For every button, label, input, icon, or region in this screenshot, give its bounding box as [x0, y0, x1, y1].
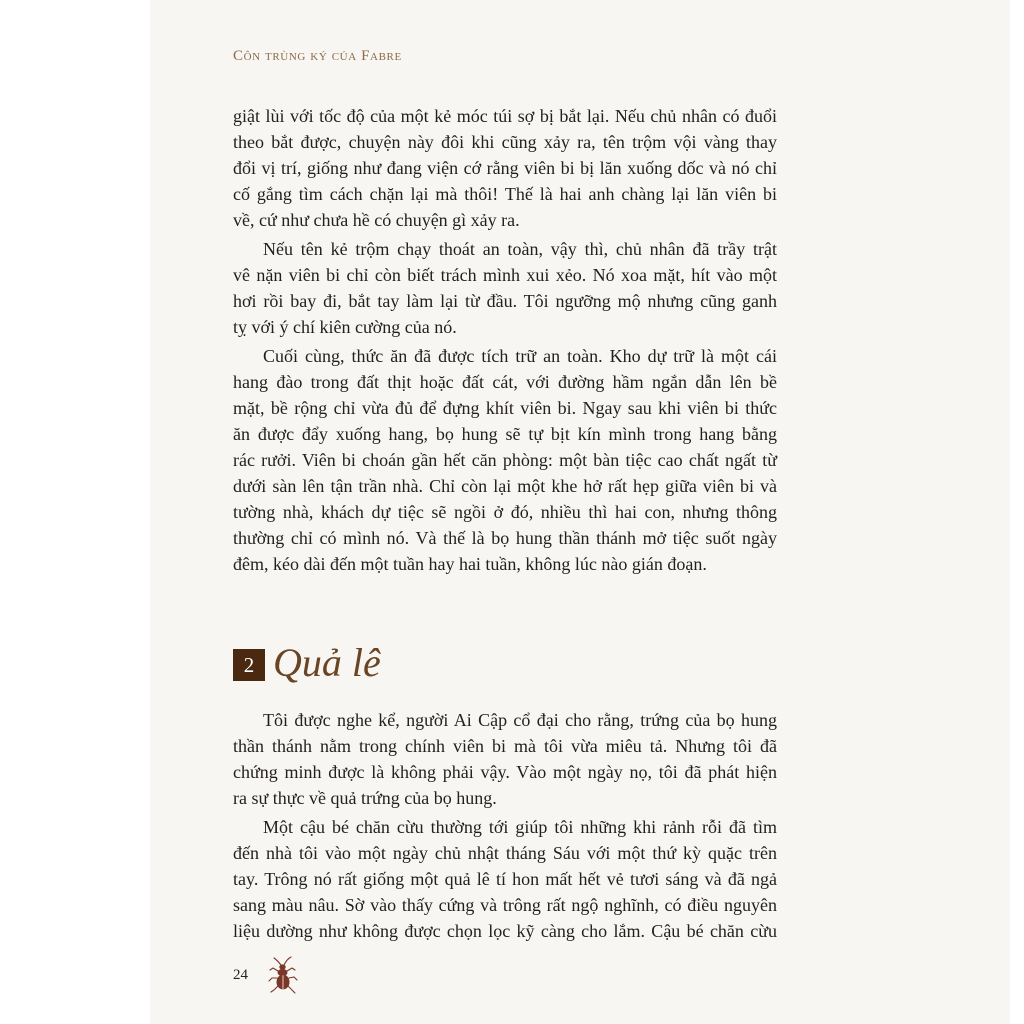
text-line: ăn được đẩy xuống hang, bọ hung sẽ tự bịt kín mình trong hang bằng [233, 424, 777, 444]
text-line: ra sự thực về quả trứng của bọ hung. [233, 788, 497, 808]
beetle-ornament-icon [268, 956, 298, 994]
text-line: Tôi được nghe kể, người Ai Cập cổ đại cho rằng, trứng của bọ hung [263, 710, 777, 730]
text-line: giật lùi với tốc độ của một kẻ móc túi sợ bị bắt lại. Nếu chủ nhân có đuổi [233, 106, 777, 126]
text-line: tay. Trông nó rất giống một quả lê tí hon mất hết vẻ tươi sáng và đã ngả [233, 869, 777, 889]
paragraph [233, 103, 777, 233]
paragraph [233, 707, 777, 811]
text-line: hơi rồi bay đi, bắt tay làm lại từ đầu. Tôi ngưỡng mộ nhưng cũng ganh [233, 291, 777, 311]
text-line: thần thánh nằm trong chính viên bi mà tôi vừa miêu tả. Nhưng tôi đã [233, 736, 777, 756]
text-line: rác rưởi. Viên bi choán gần hết căn phòng: một bàn tiệc cao chất ngất từ [233, 450, 777, 470]
page-number: 24 [233, 967, 248, 983]
text-line: đổi vị trí, giống như đang viện cớ rằng viên bi bị lăn xuống dốc và nó chỉ [233, 158, 777, 178]
section-title: Quả lê [273, 640, 381, 685]
text-line: sang màu nâu. Sờ vào thấy cứng và trông rất ngộ nghĩnh, có điều nguyên [233, 895, 777, 915]
section-heading [233, 638, 533, 694]
text-line: dưới sàn lên tận trần nhà. Chỉ còn lại một khe hở rất hẹp giữa viên bi và [233, 476, 777, 496]
text-line: liệu dường như không được chọn lọc kỹ càng cho lắm. Cậu bé chăn cừu [233, 921, 777, 941]
text-line: vê nặn viên bi chỉ còn biết trách mình xui xẻo. Nó xoa mặt, hít vào một [233, 265, 777, 285]
paragraph [233, 343, 777, 577]
beetle-ornament-icon-graphic [268, 956, 298, 994]
paragraph [233, 814, 777, 944]
text-line: theo bắt được, chuyện này đôi khi cũng xảy ra, tên trộm vội vàng thay [233, 132, 777, 152]
text-line: về, cứ như chưa hề có chuyện gì xảy ra. [233, 210, 520, 230]
text-line: Nếu tên kẻ trộm chạy thoát an toàn, vậy thì, chủ nhân đã trầy trật [263, 239, 777, 259]
text-line: đêm, kéo dài đến một tuần hay hai tuần, không lúc nào gián đoạn. [233, 554, 707, 574]
text-line: tường nhà, khách dự tiệc sẽ ngồi ở đó, nhiều thì hai con, nhưng thông [233, 502, 777, 522]
text-line: tỵ với ý chí kiên cường của nó. [233, 317, 457, 337]
text-line: Cuối cùng, thức ăn đã được tích trữ an toàn. Kho dự trữ là một cái [263, 346, 777, 366]
text-line: thường chỉ có mình nó. Và thế là bọ hung thần thánh mở tiệc suốt ngày [233, 528, 777, 548]
running-title: Côn trùng ký của Fabre [233, 48, 402, 64]
text-line: chứng minh được là không phải vậy. Vào một ngày nọ, tôi đã phát hiện [233, 762, 777, 782]
text-line: đến nhà tôi vào một ngày chủ nhật tháng Sáu với một thứ kỳ quặc trên [233, 843, 777, 863]
text-line: Một cậu bé chăn cừu thường tới giúp tôi những khi rảnh rỗi đã tìm [263, 817, 777, 837]
section-number: 2 [233, 649, 265, 681]
body-text-top [233, 103, 777, 577]
text-line: hang đào trong đất thịt hoặc đất cát, với đường hầm ngắn dẫn lên bề [233, 372, 777, 392]
text-line: cố gắng tìm cách chặn lại mà thôi! Thế là hai anh chàng lại lăn viên bi [233, 184, 777, 204]
text-line: mặt, bề rộng chỉ vừa đủ để đựng khít viên bi. Ngay sau khi viên bi thức [233, 398, 777, 418]
paragraph [233, 236, 777, 340]
body-text-bottom [233, 707, 777, 944]
